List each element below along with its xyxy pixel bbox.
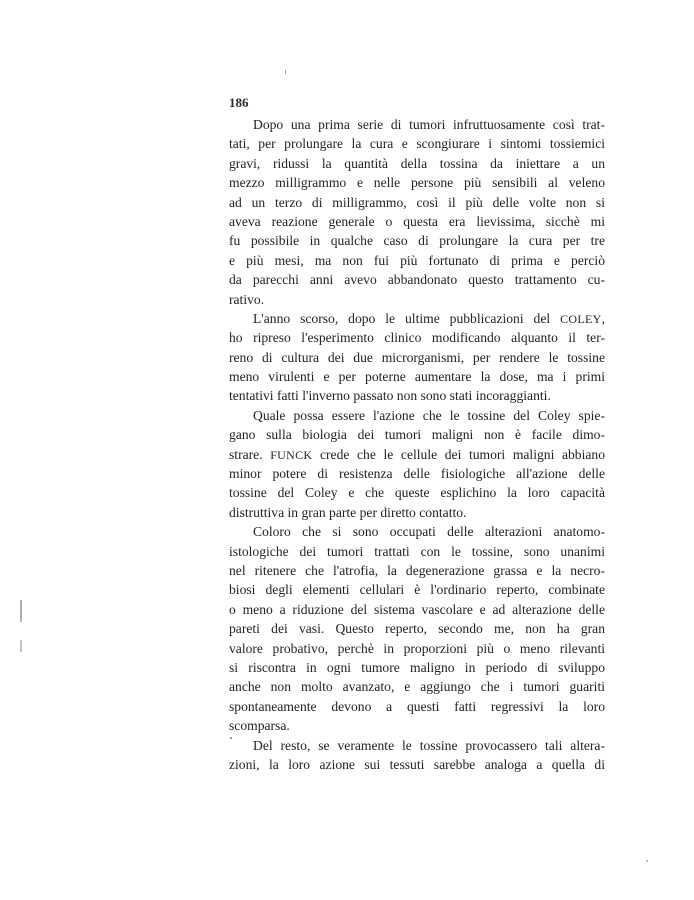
paragraph <box>229 736 605 775</box>
text-line: e più mesi, ma non fui più fortunato di prima e perciò <box>229 252 605 268</box>
author-name: COLEY <box>560 311 602 326</box>
paragraph <box>229 406 605 522</box>
text-line: anche non molto avanzato, e aggiungo che i tumori guariti <box>229 679 605 695</box>
text-line: ho ripreso l'esperimento clinico modificando alquanto il ter- <box>229 330 605 346</box>
text-line: valore probativo, perchè in proporzioni più o meno rilevanti <box>229 640 605 656</box>
text-line: da parecchi anni avevo abbandonato questo trattamento cu- <box>229 272 605 288</box>
text-line: pareti dei vasi. Questo reperto, secondo me, non ha gran <box>229 621 605 637</box>
text-line: tentativi fatti l'inverno passato non sono stati incoraggianti. <box>229 388 551 404</box>
text-line: istologiche dei tumori trattati con le tossine, sono unanimi <box>229 543 605 559</box>
text-line: ad un terzo di milligrammo, così il più delle volte non si <box>229 194 605 210</box>
text-line: si riscontra in ogni tumore maligno in periodo di sviluppo <box>229 659 605 675</box>
text-line: distruttiva in gran parte per diretto contatto. <box>229 504 467 520</box>
text-line: Quale possa essere l'azione che le tossine del Coley spie- <box>253 407 605 423</box>
text-line: reno di cultura dei due microrganismi, per rendere le tossine <box>229 349 605 365</box>
text-line: rativo. <box>229 291 265 307</box>
page-number: 186 <box>229 95 249 110</box>
text-line: scomparsa. <box>229 718 290 734</box>
text-line: nel ritenere che l'atrofia, la degenerazione grassa e la necro- <box>229 562 605 578</box>
text-line: gano sulla biologia dei tumori maligni non è facile dimo- <box>229 427 605 443</box>
text-line: aveva reazione generale o questa era lievissima, sicchè mi <box>229 213 605 229</box>
text-line: mezzo milligrammo e nelle persone più sensibili al veleno <box>229 175 605 191</box>
text-line: tossine del Coley e che queste esplichino la loro capacità <box>229 485 605 501</box>
text-line: Dopo una prima serie di tumori infruttuosamente così trat- <box>253 117 605 132</box>
paragraph <box>229 115 605 309</box>
text-line: Coloro che si sono occupati delle alterazioni anatomo- <box>253 524 605 540</box>
text-line: o meno a riduzione del sistema vascolare e ad alterazione delle <box>229 601 605 617</box>
body-text <box>229 115 605 774</box>
text-line: biosi degli elementi cellulari è l'ordinario reperto, combinate <box>229 582 605 598</box>
text-line: Del resto, se veramente le tossine provocassero tali altera- <box>253 737 605 753</box>
text-line: strare. FUNCK crede che le cellule dei tumori maligni abbiano <box>229 446 605 462</box>
text-line: fu possibile in qualche caso di prolungare la cura per tre <box>229 233 605 249</box>
scan-speck <box>646 860 648 862</box>
paragraph <box>229 522 605 735</box>
scan-edge-mark <box>20 640 22 652</box>
paragraph <box>229 309 605 406</box>
text-line: zioni, la loro azione sui tessuti sarebbe analoga a quella di <box>229 756 605 772</box>
text-line: minor potere di resistenza delle fisiologiche all'azione delle <box>229 466 605 482</box>
text-line: L'anno scorso, dopo le ultime pubblicazioni del COLEY, <box>253 310 605 326</box>
text-line: gravi, ridussi la quantità della tossina da iniettare a un <box>229 155 605 171</box>
text-line: meno virulenti e per poterne aumentare la dose, ma i primi <box>229 369 605 385</box>
text-line: spontaneamente devono a questi fatti regressivi la loro <box>229 698 605 714</box>
text-line: tati, per prolungare la cura e scongiurare i sintomi tossiemici <box>229 136 605 152</box>
scan-speck <box>285 70 286 74</box>
scan-edge-mark <box>20 600 22 622</box>
author-name: FUNCK <box>270 447 313 462</box>
